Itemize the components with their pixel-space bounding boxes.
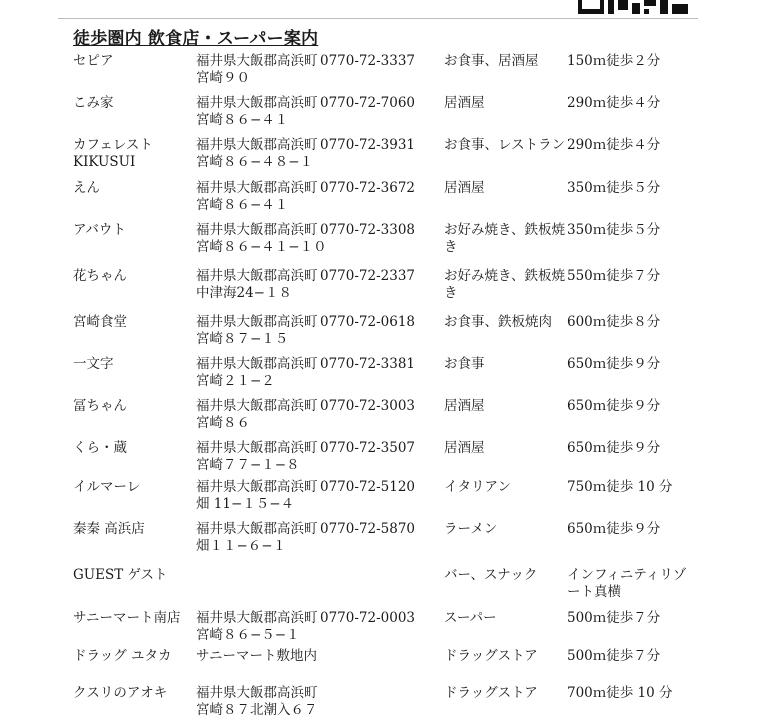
shop-category: ドラッグストア <box>444 685 538 701</box>
address-line2: 宮崎８６ <box>196 415 250 431</box>
shop-address <box>196 440 318 474</box>
shop-distance: 700ｍ徒歩 10 分 <box>567 685 673 701</box>
address-line1: 福井県大飯郡高浜町 <box>196 222 318 238</box>
shop-distance: 150ｍ徒歩２分 <box>567 53 661 69</box>
shop-phone: 0770-72-0003 <box>320 610 416 626</box>
address-line2: 宮崎９０ <box>196 70 250 86</box>
shop-name: こみ家 <box>73 95 114 111</box>
shop-distance: 600ｍ徒歩８分 <box>567 314 661 330</box>
shop-category: 居酒屋 <box>444 95 485 111</box>
shop-category: お食事、レストラン <box>444 137 566 153</box>
shop-distance: 500ｍ徒歩７分 <box>567 648 661 664</box>
shop-address <box>196 95 318 129</box>
shop-distance: インフィニティリゾート真横 <box>567 567 687 600</box>
shop-name: アバウト <box>73 222 126 238</box>
shop-name: カフェレスト KIKUSUI <box>73 137 153 170</box>
shop-phone: 0770-72-3381 <box>320 356 416 372</box>
shop-name: イルマーレ <box>73 479 141 495</box>
shop-distance: 550ｍ徒歩７分 <box>567 268 661 284</box>
shop-phone: 0770-72-3931 <box>320 137 416 153</box>
address-line1: 福井県大飯郡高浜町 <box>196 685 318 701</box>
address-line1: サニーマート敷地内 <box>196 648 317 664</box>
address-line1: 福井県大飯郡高浜町 <box>196 479 318 495</box>
shop-category: お食事 <box>444 356 485 372</box>
shop-category: イタリアン <box>444 479 511 495</box>
shop-category: お食事、居酒屋 <box>444 53 539 69</box>
shop-phone: 0770-72-3507 <box>320 440 416 456</box>
address-line2: 宮崎８７北潮入６７ <box>196 702 318 718</box>
address-line1: 福井県大飯郡高浜町 <box>196 268 318 284</box>
shop-address <box>196 610 318 644</box>
address-line1: 福井県大飯郡高浜町 <box>196 95 318 111</box>
address-line2: 畑 11−１５−４ <box>196 496 295 512</box>
qr-code-icon <box>578 0 688 14</box>
shop-distance: 650ｍ徒歩９分 <box>567 440 661 456</box>
address-line2: 宮崎８７−１５ <box>196 331 289 347</box>
address-line2: 宮崎８６−４１ <box>196 112 289 128</box>
shop-category: お好み焼き、鉄板焼き <box>444 268 565 301</box>
shop-address <box>196 137 318 171</box>
address-line1: 福井県大飯郡高浜町 <box>196 180 318 196</box>
address-line2: 宮崎２１−２ <box>196 373 275 389</box>
shop-distance: 650ｍ徒歩９分 <box>567 398 661 414</box>
shop-address <box>196 356 318 390</box>
address-line1: 福井県大飯郡高浜町 <box>196 610 318 626</box>
shop-address <box>196 314 318 348</box>
shop-name: 冨ちゃん <box>73 398 127 414</box>
address-line1: 福井県大飯郡高浜町 <box>196 314 318 330</box>
shop-address <box>196 479 318 513</box>
shop-distance: 750ｍ徒歩 10 分 <box>567 479 673 495</box>
shop-name: 秦秦 高浜店 <box>73 521 145 537</box>
address-line2: 宮崎８６−４１ <box>196 197 289 213</box>
address-line1: 福井県大飯郡高浜町 <box>196 398 318 414</box>
shop-name: セピア <box>73 53 114 69</box>
address-line1: 福井県大飯郡高浜町 <box>196 440 318 456</box>
shop-phone: 0770-72-5870 <box>320 521 416 537</box>
shop-phone: 0770-72-3672 <box>320 180 416 196</box>
shop-name: サニーマート南店 <box>73 610 181 626</box>
shop-category: 居酒屋 <box>444 398 485 414</box>
shop-distance: 500ｍ徒歩７分 <box>567 610 661 626</box>
shop-address <box>196 268 318 302</box>
shop-name: えん <box>73 180 100 196</box>
header-divider <box>58 18 698 19</box>
shop-category: お食事、鉄板焼肉 <box>444 314 552 330</box>
address-line1: 福井県大飯郡高浜町 <box>196 356 318 372</box>
shop-address <box>196 648 317 665</box>
shop-name: GUEST ゲスト <box>73 567 168 583</box>
shop-phone: 0770-72-0618 <box>320 314 416 330</box>
shop-category: 居酒屋 <box>444 180 485 196</box>
address-line2: 宮崎８６−４１−１０ <box>196 239 327 255</box>
shop-distance: 290ｍ徒歩４分 <box>567 137 661 153</box>
shop-distance: 350ｍ徒歩５分 <box>567 222 661 238</box>
address-line2: 宮崎８６−４８−１ <box>196 154 314 170</box>
shop-phone: 0770-72-5120 <box>320 479 416 495</box>
shop-phone: 0770-72-3003 <box>320 398 416 414</box>
shop-name: クスリのアオキ <box>73 685 168 701</box>
shop-phone: 0770-72-3337 <box>320 53 416 69</box>
shop-address <box>196 53 318 87</box>
shop-name: くら・蔵 <box>73 440 127 456</box>
shop-distance: 290ｍ徒歩４分 <box>567 95 661 111</box>
shop-address <box>196 398 318 432</box>
shop-distance: 650ｍ徒歩９分 <box>567 521 661 537</box>
shop-phone: 0770-72-7060 <box>320 95 416 111</box>
shop-name: ドラッグ ユタカ <box>73 648 172 664</box>
shop-address <box>196 180 318 214</box>
address-line1: 福井県大飯郡高浜町 <box>196 521 318 537</box>
page-title: 徒歩圏内 飲食店・スーパー案内 <box>73 29 319 49</box>
shop-address <box>196 685 318 719</box>
address-line2: 宮崎８６−５−１ <box>196 627 300 643</box>
shop-phone: 0770-72-2337 <box>320 268 416 284</box>
address-line2: 中津海24−１８ <box>196 285 292 301</box>
shop-category: 居酒屋 <box>444 440 485 456</box>
shop-distance: 650ｍ徒歩９分 <box>567 356 661 372</box>
address-line1: 福井県大飯郡高浜町 <box>196 53 318 69</box>
shop-distance: 350ｍ徒歩５分 <box>567 180 661 196</box>
shop-category: お好み焼き、鉄板焼き <box>444 222 565 255</box>
shop-address <box>196 222 327 256</box>
shop-phone: 0770-72-3308 <box>320 222 416 238</box>
shop-name: 花ちゃん <box>73 268 127 284</box>
address-line2: 宮崎７７−１−８ <box>196 457 300 473</box>
shop-category: ドラッグストア <box>444 648 538 664</box>
shop-name: 一文字 <box>73 356 114 372</box>
address-line2: 畑１１−６−１ <box>196 538 287 554</box>
shop-address <box>196 521 318 555</box>
shop-category: ラーメン <box>444 521 498 537</box>
shop-name: 宮崎食堂 <box>73 314 127 330</box>
address-line1: 福井県大飯郡高浜町 <box>196 137 318 153</box>
shop-category: スーパー <box>444 610 497 626</box>
shop-category: バー、スナック <box>444 567 538 583</box>
